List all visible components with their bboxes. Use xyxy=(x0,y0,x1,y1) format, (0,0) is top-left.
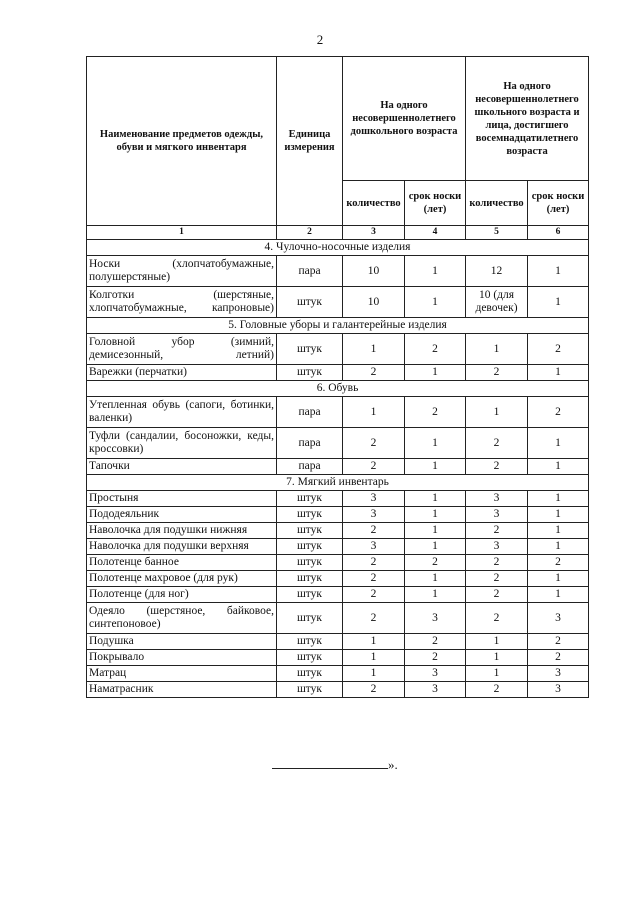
term-preschool: 2 xyxy=(405,555,466,571)
table-row xyxy=(87,587,589,603)
qty-school: 1 xyxy=(466,397,528,428)
header-qty-2: количество xyxy=(466,181,528,226)
term-preschool: 1 xyxy=(405,539,466,555)
qty-school: 12 xyxy=(466,256,528,287)
qty-school: 1 xyxy=(466,650,528,666)
qty-preschool: 10 xyxy=(343,256,405,287)
table-row xyxy=(87,459,589,475)
item-unit: пара xyxy=(277,428,343,459)
item-unit: штук xyxy=(277,555,343,571)
table-row xyxy=(87,571,589,587)
qty-preschool: 1 xyxy=(343,650,405,666)
qty-preschool: 3 xyxy=(343,539,405,555)
item-unit: штук xyxy=(277,334,343,365)
qty-school: 2 xyxy=(466,459,528,475)
term-school: 2 xyxy=(528,397,589,428)
term-school: 2 xyxy=(528,555,589,571)
qty-school: 3 xyxy=(466,507,528,523)
section-title: 7. Мягкий инвентарь xyxy=(87,475,589,491)
term-preschool: 3 xyxy=(405,682,466,698)
col-num-3: 3 xyxy=(343,226,405,240)
item-unit: штук xyxy=(277,571,343,587)
table-row xyxy=(87,365,589,381)
item-name: Наматрасник xyxy=(87,682,277,698)
item-unit: пара xyxy=(277,459,343,475)
item-unit: штук xyxy=(277,650,343,666)
term-preschool: 1 xyxy=(405,428,466,459)
term-school: 1 xyxy=(528,571,589,587)
item-name: Тапочки xyxy=(87,459,277,475)
qty-school: 2 xyxy=(466,428,528,459)
term-school: 2 xyxy=(528,650,589,666)
table-row xyxy=(87,507,589,523)
item-unit: штук xyxy=(277,682,343,698)
qty-school: 1 xyxy=(466,334,528,365)
table-row xyxy=(87,287,589,318)
qty-preschool: 1 xyxy=(343,634,405,650)
term-school: 1 xyxy=(528,428,589,459)
term-preschool: 1 xyxy=(405,507,466,523)
term-preschool: 2 xyxy=(405,334,466,365)
qty-preschool: 1 xyxy=(343,397,405,428)
term-school: 3 xyxy=(528,603,589,634)
table-row xyxy=(87,334,589,365)
term-school: 2 xyxy=(528,634,589,650)
item-name: Варежки (перчатки) xyxy=(87,365,277,381)
col-num-4: 4 xyxy=(405,226,466,240)
header-qty-1: количество xyxy=(343,181,405,226)
qty-school: 1 xyxy=(466,666,528,682)
qty-preschool: 10 xyxy=(343,287,405,318)
item-name: Простыня xyxy=(87,491,277,507)
item-name: Наволочка для подушки нижняя xyxy=(87,523,277,539)
term-school: 1 xyxy=(528,256,589,287)
header-term-1: срок носки (лет) xyxy=(405,181,466,226)
item-unit: штук xyxy=(277,365,343,381)
term-school: 1 xyxy=(528,587,589,603)
table-row xyxy=(87,491,589,507)
term-school: 3 xyxy=(528,666,589,682)
term-preschool: 1 xyxy=(405,491,466,507)
term-preschool: 2 xyxy=(405,650,466,666)
header-school: На одного несовершеннолетнего школьного возраста и лица, достигшего восемнадцатилетнего возраста xyxy=(466,57,589,181)
col-num-2: 2 xyxy=(277,226,343,240)
term-preschool: 2 xyxy=(405,634,466,650)
table-row xyxy=(87,650,589,666)
term-preschool: 1 xyxy=(405,587,466,603)
item-unit: штук xyxy=(277,587,343,603)
qty-preschool: 3 xyxy=(343,507,405,523)
qty-preschool: 2 xyxy=(343,523,405,539)
closing-line xyxy=(272,757,398,773)
section-title: 4. Чулочно-носочные изделия xyxy=(87,240,589,256)
table-row xyxy=(87,666,589,682)
item-name: Наволочка для подушки верхняя xyxy=(87,539,277,555)
norms-table xyxy=(86,56,589,698)
term-school: 1 xyxy=(528,539,589,555)
item-name: Колготки (шерстяные, хлопчатобумажные, капроновые) xyxy=(87,287,277,318)
qty-preschool: 2 xyxy=(343,603,405,634)
item-unit: пара xyxy=(277,397,343,428)
item-name: Пододеяльник xyxy=(87,507,277,523)
item-name: Туфли (сандалии, босоножки, кеды, кроссовки) xyxy=(87,428,277,459)
item-unit: пара xyxy=(277,256,343,287)
term-preschool: 1 xyxy=(405,571,466,587)
item-name: Полотенце (для ног) xyxy=(87,587,277,603)
item-unit: штук xyxy=(277,523,343,539)
qty-preschool: 1 xyxy=(343,334,405,365)
qty-school: 2 xyxy=(466,523,528,539)
qty-school: 1 xyxy=(466,634,528,650)
item-unit: штук xyxy=(277,634,343,650)
term-preschool: 1 xyxy=(405,287,466,318)
item-name: Матрац xyxy=(87,666,277,682)
item-name: Одеяло (шерстяное, байковое, синтепоновое) xyxy=(87,603,277,634)
term-school: 1 xyxy=(528,523,589,539)
qty-school: 2 xyxy=(466,555,528,571)
header-term-2: срок носки (лет) xyxy=(528,181,589,226)
item-name: Полотенце махровое (для рук) xyxy=(87,571,277,587)
page-number: 2 xyxy=(316,32,324,47)
qty-preschool: 2 xyxy=(343,571,405,587)
table-row xyxy=(87,428,589,459)
table-row xyxy=(87,256,589,287)
item-unit: штук xyxy=(277,491,343,507)
table-row xyxy=(87,603,589,634)
item-name: Носки (хлопчатобумажные, полушерстяные) xyxy=(87,256,277,287)
qty-preschool: 2 xyxy=(343,459,405,475)
item-unit: штук xyxy=(277,287,343,318)
term-school: 2 xyxy=(528,334,589,365)
term-preschool: 1 xyxy=(405,459,466,475)
term-school: 1 xyxy=(528,287,589,318)
table-row xyxy=(87,555,589,571)
item-name: Покрывало xyxy=(87,650,277,666)
header-name: Наименование предметов одежды, обуви и мягкого инвентаря xyxy=(87,57,277,226)
header-preschool: На одного несовершеннолетнего дошкольного возраста xyxy=(343,57,466,181)
qty-preschool: 2 xyxy=(343,682,405,698)
qty-preschool: 2 xyxy=(343,555,405,571)
table-row xyxy=(87,634,589,650)
item-name: Утепленная обувь (сапоги, ботинки, валенки) xyxy=(87,397,277,428)
term-school: 1 xyxy=(528,459,589,475)
table-row xyxy=(87,523,589,539)
term-school: 1 xyxy=(528,507,589,523)
item-name: Головной убор (зимний, демисезонный, летний) xyxy=(87,334,277,365)
qty-school: 10 (для девочек) xyxy=(466,287,528,318)
table-row xyxy=(87,682,589,698)
closing-quote: ». xyxy=(388,757,398,772)
item-unit: штук xyxy=(277,507,343,523)
table-row xyxy=(87,539,589,555)
section-title: 5. Головные уборы и галантерейные изделия xyxy=(87,318,589,334)
term-school: 3 xyxy=(528,682,589,698)
qty-school: 2 xyxy=(466,587,528,603)
qty-preschool: 1 xyxy=(343,666,405,682)
qty-preschool: 3 xyxy=(343,491,405,507)
item-unit: штук xyxy=(277,603,343,634)
term-preschool: 3 xyxy=(405,603,466,634)
col-num-6: 6 xyxy=(528,226,589,240)
term-preschool: 1 xyxy=(405,365,466,381)
item-name: Подушка xyxy=(87,634,277,650)
section-title: 6. Обувь xyxy=(87,381,589,397)
term-school: 1 xyxy=(528,491,589,507)
header-unit: Единица измерения xyxy=(277,57,343,226)
qty-school: 2 xyxy=(466,365,528,381)
term-preschool: 2 xyxy=(405,397,466,428)
term-school: 1 xyxy=(528,365,589,381)
qty-preschool: 2 xyxy=(343,365,405,381)
item-unit: штук xyxy=(277,539,343,555)
term-preschool: 3 xyxy=(405,666,466,682)
col-num-1: 1 xyxy=(87,226,277,240)
item-unit: штук xyxy=(277,666,343,682)
qty-school: 2 xyxy=(466,571,528,587)
signature-underline xyxy=(272,758,388,769)
col-num-5: 5 xyxy=(466,226,528,240)
qty-preschool: 2 xyxy=(343,587,405,603)
qty-school: 2 xyxy=(466,603,528,634)
qty-school: 2 xyxy=(466,682,528,698)
term-preschool: 1 xyxy=(405,523,466,539)
item-name: Полотенце банное xyxy=(87,555,277,571)
qty-preschool: 2 xyxy=(343,428,405,459)
qty-school: 3 xyxy=(466,491,528,507)
qty-school: 3 xyxy=(466,539,528,555)
table-row xyxy=(87,397,589,428)
term-preschool: 1 xyxy=(405,256,466,287)
